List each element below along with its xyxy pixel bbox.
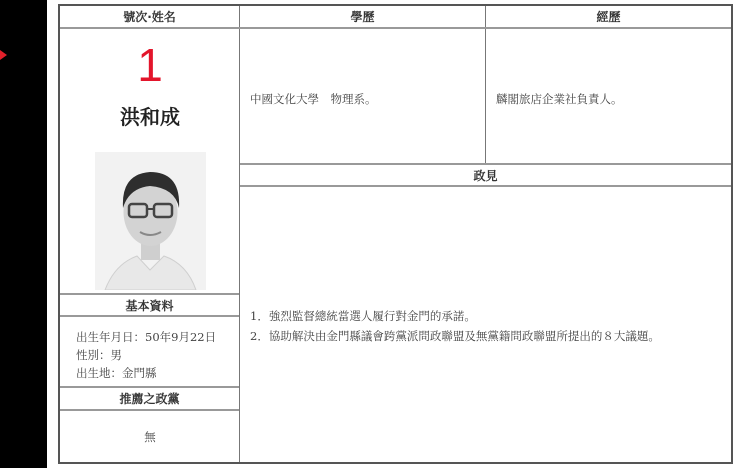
- header-number-name: 號次·姓名: [60, 6, 239, 27]
- header-divider: [60, 27, 731, 29]
- basic-info-divider: [60, 315, 239, 317]
- header-policy: 政見: [240, 165, 731, 185]
- party-value: 無: [144, 430, 156, 444]
- basic-info-list: [76, 328, 216, 382]
- education-text: 中國文化大學 物理系。: [250, 92, 377, 106]
- header-education: 學歷: [240, 6, 485, 27]
- birthdate: 出生年月日：50年9月22日: [76, 330, 217, 344]
- header-basic-info: 基本資料: [60, 295, 239, 315]
- policy-item: 2．協助解決由金門縣議會跨黨派問政聯盟及無黨籍問政聯盟所提出的８大議題。: [250, 329, 660, 343]
- experience-text: 麟閣旅店企業社負責人。: [496, 92, 623, 106]
- arrow-right-icon: [0, 50, 7, 60]
- header-party: 推薦之政黨: [60, 388, 239, 409]
- left-black-strip: [0, 0, 47, 468]
- birthplace: 出生地：金門縣: [76, 366, 157, 380]
- header-experience: 經歷: [486, 6, 731, 27]
- policy-item: 1．強烈監督總統當選人履行對金門的承諾。: [250, 309, 476, 323]
- policy-list: [250, 306, 660, 346]
- candidate-card: [58, 4, 733, 464]
- policy-divider: [240, 185, 731, 187]
- candidate-name: 洪和成: [120, 105, 180, 129]
- candidate-number: 1: [137, 39, 163, 91]
- portrait-image: [95, 152, 206, 290]
- gender: 性別：男: [76, 348, 122, 362]
- edu-exp-divider: [485, 6, 486, 164]
- candidate-photo: [95, 152, 206, 290]
- party-divider: [60, 409, 239, 411]
